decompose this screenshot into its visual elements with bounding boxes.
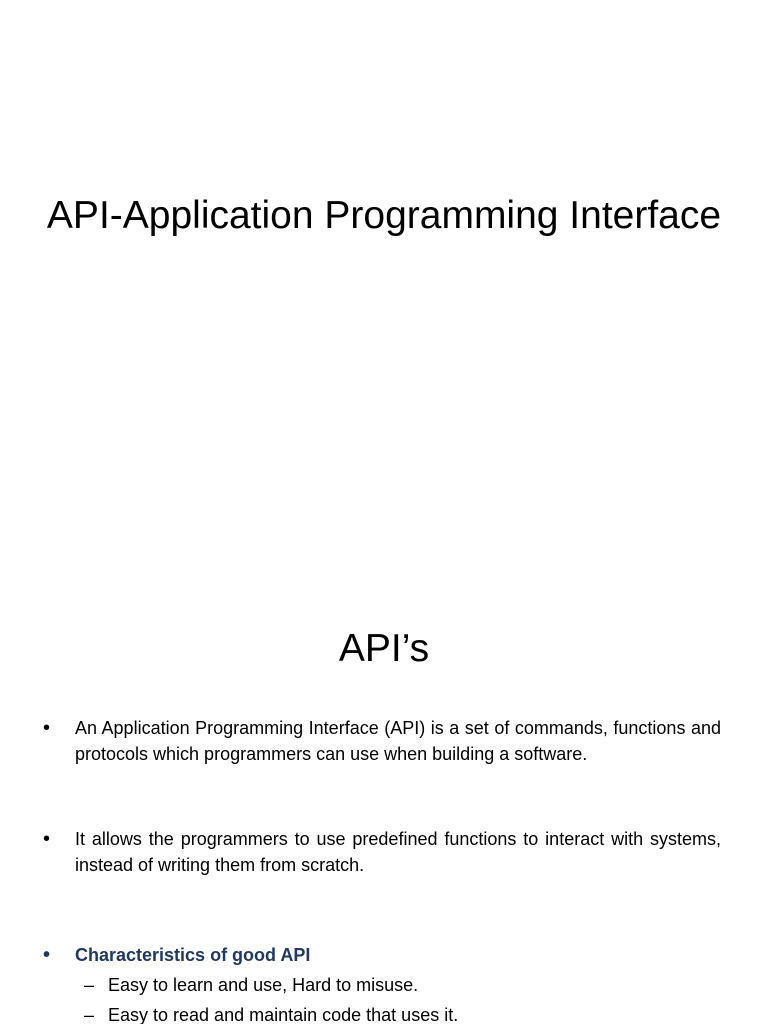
- bullet-marker: •: [43, 828, 51, 850]
- bullet-marker: •: [43, 944, 51, 966]
- characteristic-item-easy-to-learn: Easy to learn and use, Hard to misuse.: [108, 975, 419, 995]
- characteristics-heading: Characteristics of good API: [75, 945, 311, 965]
- slide-title-heading: API-Application Programming Interface: [46, 194, 722, 237]
- bullet-marker: •: [43, 717, 51, 739]
- slide-apis-heading: API’s: [338, 627, 430, 670]
- characteristic-item-easy-to-read: Easy to read and maintain code that uses it.: [108, 1005, 459, 1024]
- sub-bullet-marker: –: [84, 1005, 95, 1024]
- bullet-text-api-definition: An Application Programming Interface (API) is a set of commands, functions and protocols which programmers can use when building a software.: [75, 718, 721, 764]
- bullet-text-api-purpose: It allows the programmers to use predefined functions to interact with systems, instead of writing them from scratch.: [75, 829, 721, 875]
- slide-apis: [0, 576, 768, 1024]
- sub-bullet-marker: –: [84, 975, 95, 995]
